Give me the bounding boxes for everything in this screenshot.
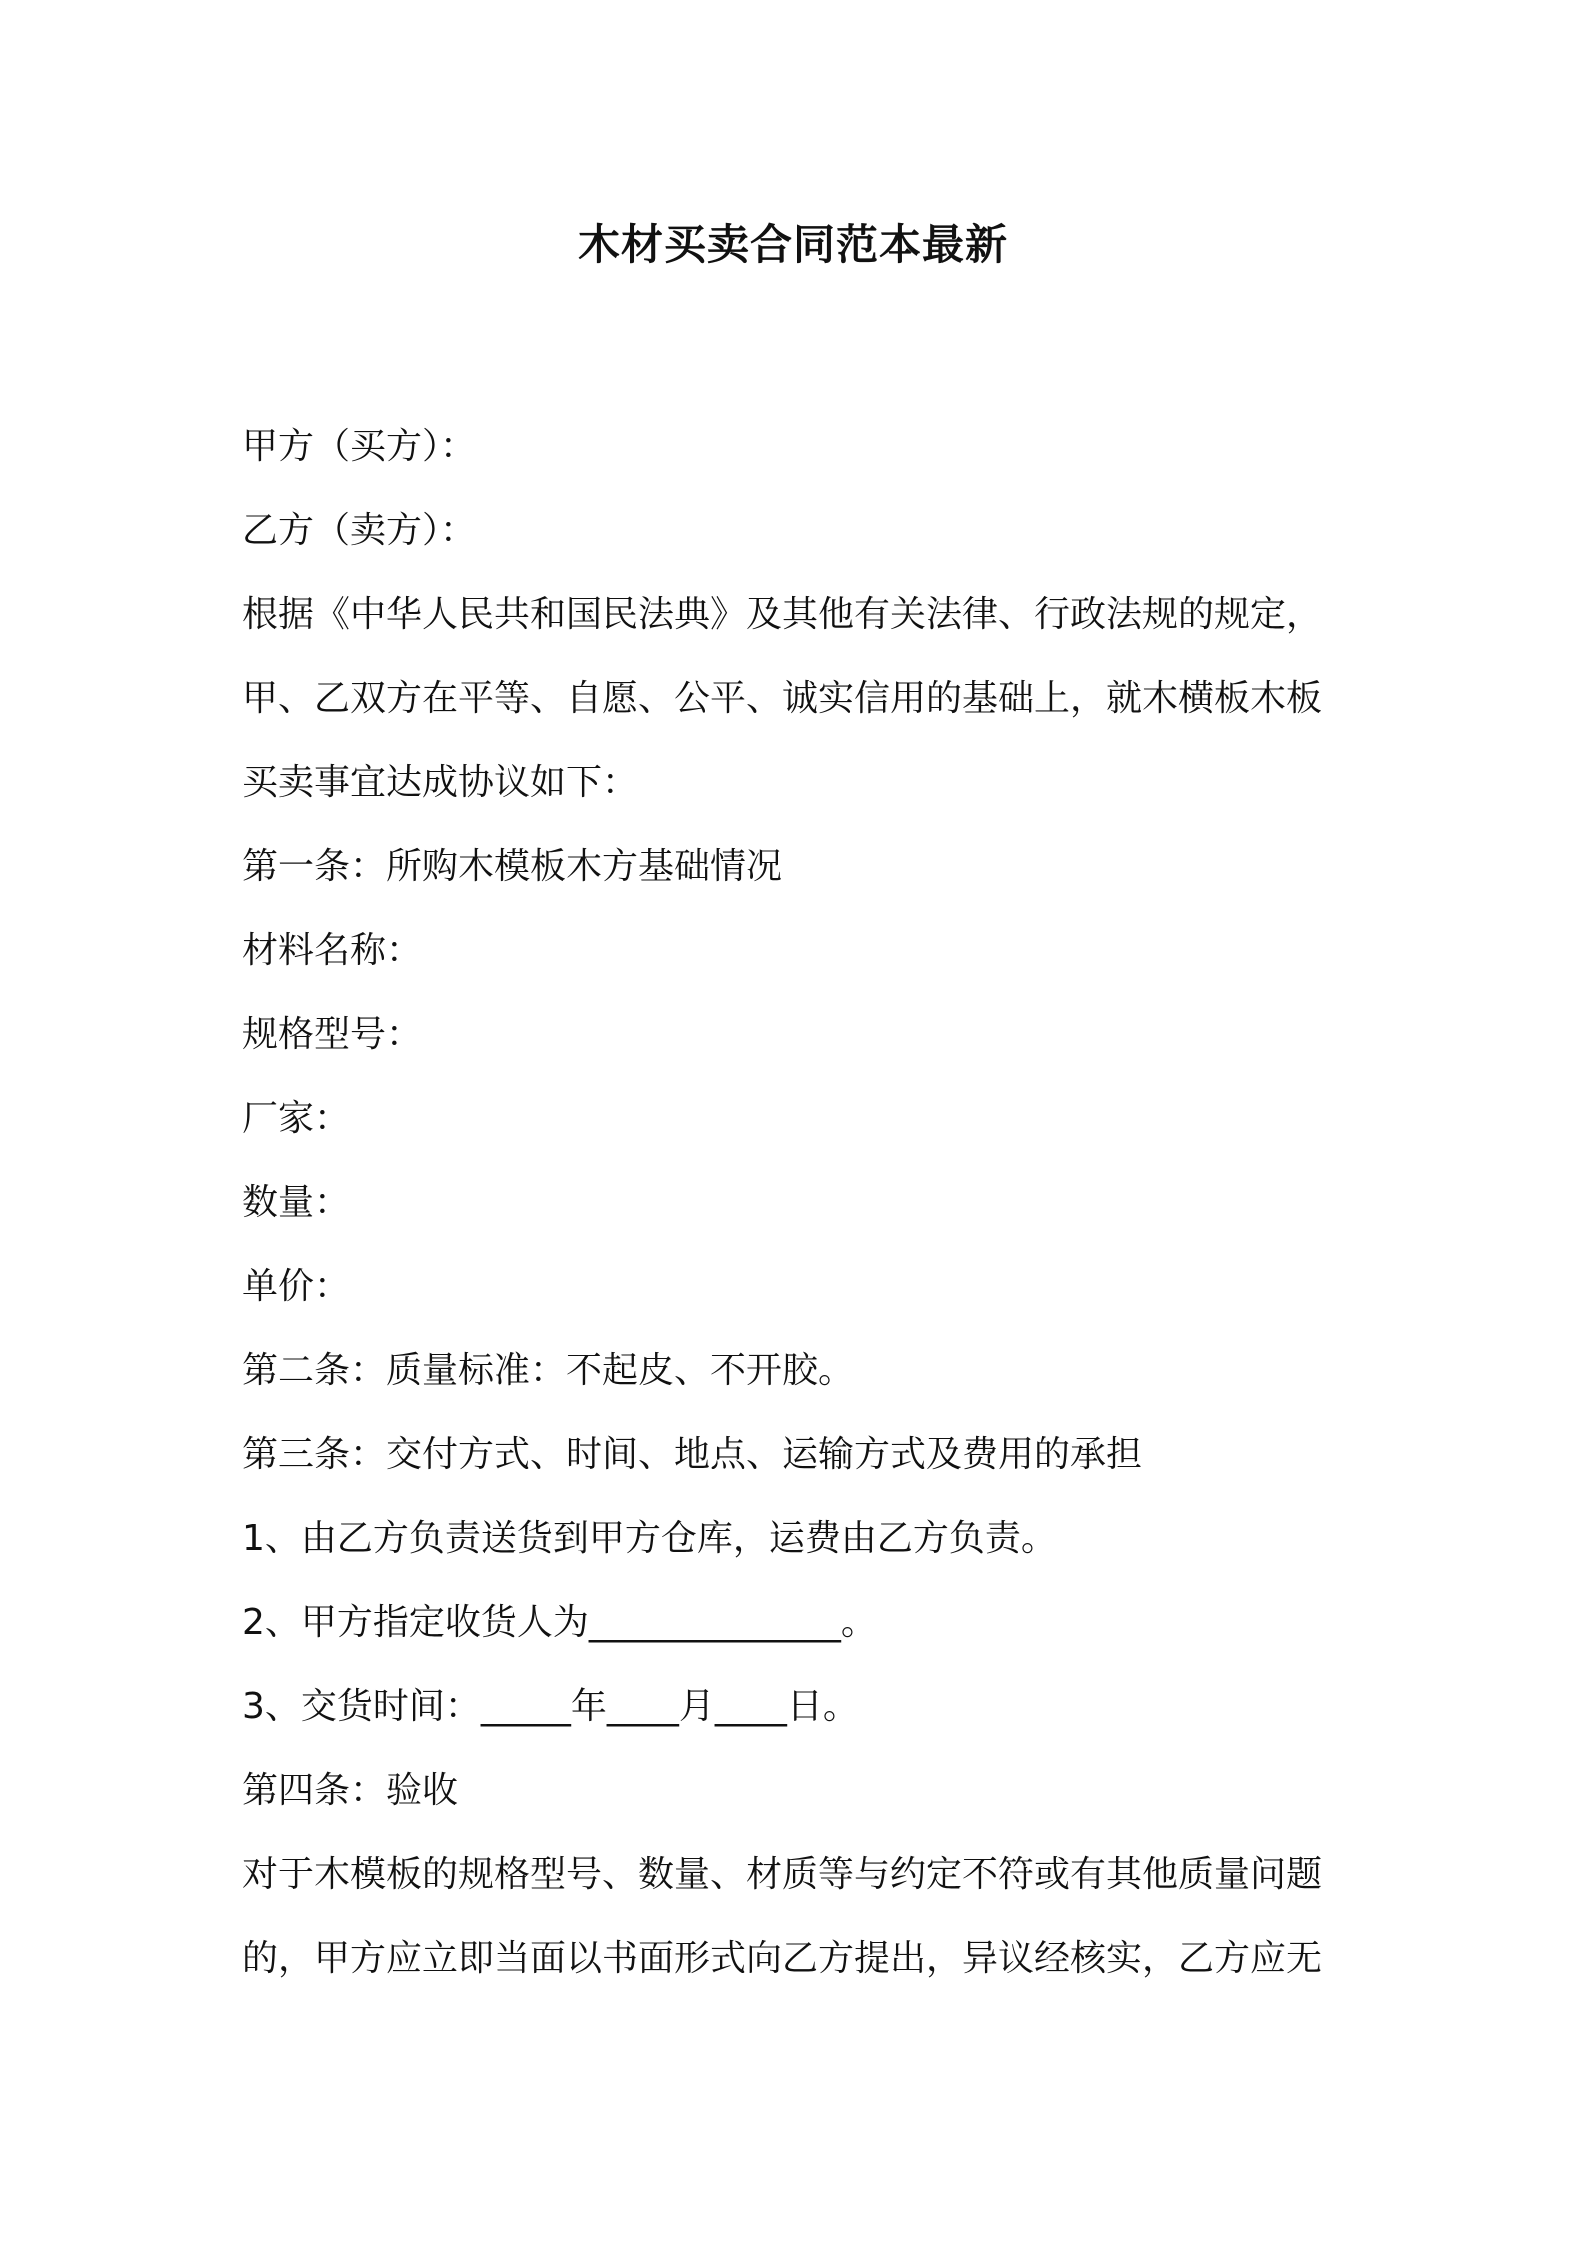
article-4-line-1: 对于木模板的规格型号、数量、材质等与约定不符或有其他质量问题	[242, 1854, 1323, 1895]
article-3-item-3: 3、交货时间：_____年____月____日。	[242, 1686, 859, 1727]
document-body	[242, 405, 1362, 2001]
spec-model-field: 规格型号：	[242, 1014, 423, 1055]
article-3-item-2: 2、甲方指定收货人为______________。	[242, 1602, 877, 1643]
party-b-line: 乙方（卖方）：	[242, 510, 477, 551]
article-1-heading: 第一条：所购木模板木方基础情况	[242, 846, 783, 887]
manufacturer-field: 厂家：	[242, 1098, 351, 1139]
article-3-item-1: 1、由乙方负责送货到甲方仓库，运费由乙方负责。	[242, 1518, 1057, 1559]
preamble-line-2: 甲、乙双方在平等、自愿、公平、诚实信用的基础上，就木横板木板	[242, 678, 1323, 719]
quantity-field: 数量：	[242, 1182, 351, 1223]
party-a-line: 甲方（买方）：	[242, 426, 477, 467]
document-title: 木材买卖合同范本最新	[577, 220, 1008, 269]
article-4-heading: 第四条：验收	[242, 1770, 459, 1811]
article-2-heading: 第二条：质量标准：不起皮、不开胶。	[242, 1350, 855, 1391]
preamble-line-1: 根据《中华人民共和国民法典》及其他有关法律、行政法规的规定，	[242, 594, 1323, 635]
material-name-field: 材料名称：	[242, 930, 423, 971]
article-4-line-2: 的，甲方应立即当面以书面形式向乙方提出，异议经核实，乙方应无	[242, 1938, 1323, 1979]
unit-price-field: 单价：	[242, 1266, 351, 1307]
article-3-heading: 第三条：交付方式、时间、地点、运输方式及费用的承担	[242, 1434, 1143, 1475]
preamble-line-3: 买卖事宜达成协议如下：	[242, 762, 639, 803]
